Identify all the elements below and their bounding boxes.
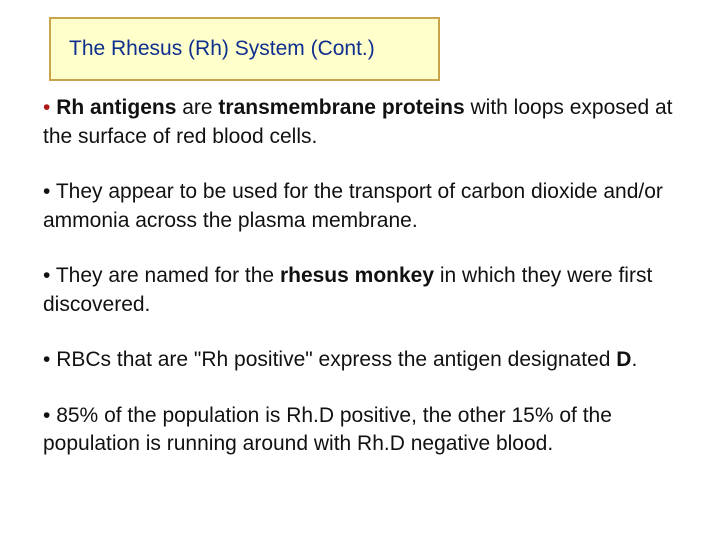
bullet-marker-icon: • <box>43 348 51 371</box>
bullet-text: are <box>176 96 219 119</box>
bullet-text: in which they were first discovered. <box>43 264 653 316</box>
bullet-list <box>43 94 703 486</box>
bullet-marker-icon: • <box>43 403 51 427</box>
bullet-text-bold: Rh antigens <box>56 96 177 119</box>
bullet-item-rhesus-monkey <box>43 262 703 319</box>
bullet-text: . <box>631 348 638 371</box>
bullet-text: They are named for the <box>55 264 280 287</box>
bullet-text-bold: rhesus monkey <box>279 264 435 287</box>
bullet-text: They appear to be used for the transport of carbon dioxide and/or ammonia across the plasma membrane. <box>43 180 663 232</box>
bullet-item-transport <box>43 178 703 235</box>
bullet-marker-icon: • <box>43 180 51 203</box>
bullet-text: RBCs that are "Rh positive" express the antigen designated <box>56 348 617 371</box>
bullet-text-bold: transmembrane proteins <box>218 96 465 119</box>
slide-title: The Rhesus (Rh) System (Cont.) <box>69 37 375 60</box>
bullet-marker-icon: • <box>43 264 51 287</box>
title-box <box>49 17 440 81</box>
bullet-text: 85% of the population is Rh.D positive, the other 15% of the population is running around with Rh.D negative blood. <box>43 403 612 455</box>
bullet-marker-icon: • <box>43 96 51 119</box>
bullet-item-population <box>43 402 703 459</box>
bullet-text-bold: D <box>616 348 632 371</box>
bullet-text: with loops exposed at the surface of red blood cells. <box>43 96 673 148</box>
bullet-item-rh-antigens <box>43 94 703 151</box>
bullet-item-rh-positive <box>43 346 703 375</box>
